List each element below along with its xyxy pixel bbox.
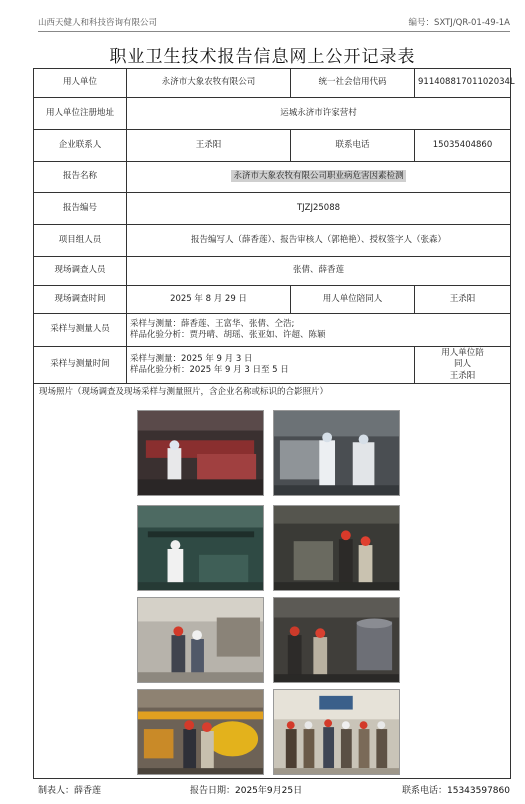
row-report-number bbox=[34, 193, 511, 225]
footer-phone: 联系电话：15343597860 bbox=[402, 786, 510, 796]
photo-grid bbox=[137, 410, 405, 776]
row-sampling-staff bbox=[34, 314, 511, 347]
escort2-label: 用人单位陪同人 bbox=[441, 348, 484, 370]
employer-value: 永济市大象农牧有限公司 bbox=[127, 69, 291, 98]
sampling-staff-label: 采样与测量人员 bbox=[34, 314, 127, 347]
escort-label: 用人单位陪同人 bbox=[291, 286, 415, 314]
team-value: 报告编写人（薛香莲）、报告审核人（郭艳艳）、授权签字人（张森） bbox=[127, 225, 511, 257]
document-number: 编号：SXTJ/QR-01-49-1A bbox=[408, 18, 510, 28]
sampling-time-line2: 样品化验分析：2025 年 9 月 3 日至 5 日 bbox=[130, 365, 289, 376]
contact-value: 王杀阳 bbox=[127, 130, 291, 162]
row-photos bbox=[34, 384, 511, 779]
contact-label: 企业联系人 bbox=[34, 130, 127, 162]
escort2-cell bbox=[415, 347, 511, 384]
phone-label: 联系电话 bbox=[291, 130, 415, 162]
row-investigators bbox=[34, 257, 511, 286]
company-name: 山西天健人和科技咨询有限公司 bbox=[38, 18, 158, 28]
address-value: 运城永济市许家营村 bbox=[127, 98, 511, 130]
page-title: 职业卫生技术报告信息网上公开记录表 bbox=[109, 47, 416, 67]
report-number-value: TJZJ25088 bbox=[127, 193, 511, 225]
report-name-cell bbox=[127, 162, 511, 193]
photos-caption: 现场照片（现场调查及现场采样与测量照片，含企业名称或标识的合影照片） bbox=[39, 387, 329, 398]
preparer: 制表人：薛香莲 bbox=[38, 786, 102, 796]
sampling-time-cell bbox=[127, 347, 415, 384]
team-label: 项目组人员 bbox=[34, 225, 127, 257]
investigators-value: 张倩、薛香莲 bbox=[127, 257, 511, 286]
phone-value: 15035404860 bbox=[415, 130, 511, 162]
investigators-label: 现场调查人员 bbox=[34, 257, 127, 286]
document-footer bbox=[38, 783, 510, 797]
site-photo-8 bbox=[273, 689, 400, 775]
sampling-staff-cell bbox=[127, 314, 511, 347]
site-photo-2 bbox=[273, 410, 400, 496]
report-date: 报告日期：2025年9月25日 bbox=[190, 786, 303, 796]
row-contact bbox=[34, 130, 511, 162]
escort-value: 王杀阳 bbox=[415, 286, 511, 314]
report-name-label: 报告名称 bbox=[34, 162, 127, 193]
credit-code-value: 91140881701102034L bbox=[415, 69, 511, 98]
header-divider bbox=[38, 31, 510, 32]
site-photo-7 bbox=[137, 689, 264, 775]
row-survey-time bbox=[34, 286, 511, 314]
row-employer bbox=[34, 69, 511, 98]
site-photo-1 bbox=[137, 410, 264, 496]
record-table bbox=[33, 68, 515, 779]
sampling-time-line1: 采样与测量：2025 年 9 月 3 日 bbox=[130, 353, 253, 364]
row-team bbox=[34, 225, 511, 257]
sampling-time-label: 采样与测量时间 bbox=[34, 347, 127, 384]
photos-cell bbox=[34, 384, 511, 779]
escort2-value: 王杀阳 bbox=[449, 370, 476, 381]
report-number-label: 报告编号 bbox=[34, 193, 127, 225]
sampling-staff-line1: 采样与测量：薛香莲、王富华、张倩、仝浩; bbox=[130, 318, 295, 329]
site-photo-4 bbox=[273, 505, 400, 591]
address-label: 用人单位注册地址 bbox=[34, 98, 127, 130]
report-name-value: 永济市大象农牧有限公司职业病危害因素检测 bbox=[233, 171, 404, 182]
survey-time-value: 2025 年 8 月 29 日 bbox=[127, 286, 291, 314]
document-header bbox=[38, 16, 510, 32]
site-photo-3 bbox=[137, 505, 264, 591]
sampling-staff-line2: 样品化验分析：贾丹晴、胡瑶、张亚如、许超、陈颖 bbox=[130, 330, 326, 340]
row-report-name bbox=[34, 162, 511, 193]
row-address bbox=[34, 98, 511, 130]
site-photo-6 bbox=[273, 597, 400, 683]
credit-code-label: 统一社会信用代码 bbox=[291, 69, 415, 98]
survey-time-label: 现场调查时间 bbox=[34, 286, 127, 314]
site-photo-5 bbox=[137, 597, 264, 683]
employer-label: 用人单位 bbox=[34, 69, 127, 98]
row-sampling-time bbox=[34, 347, 511, 384]
